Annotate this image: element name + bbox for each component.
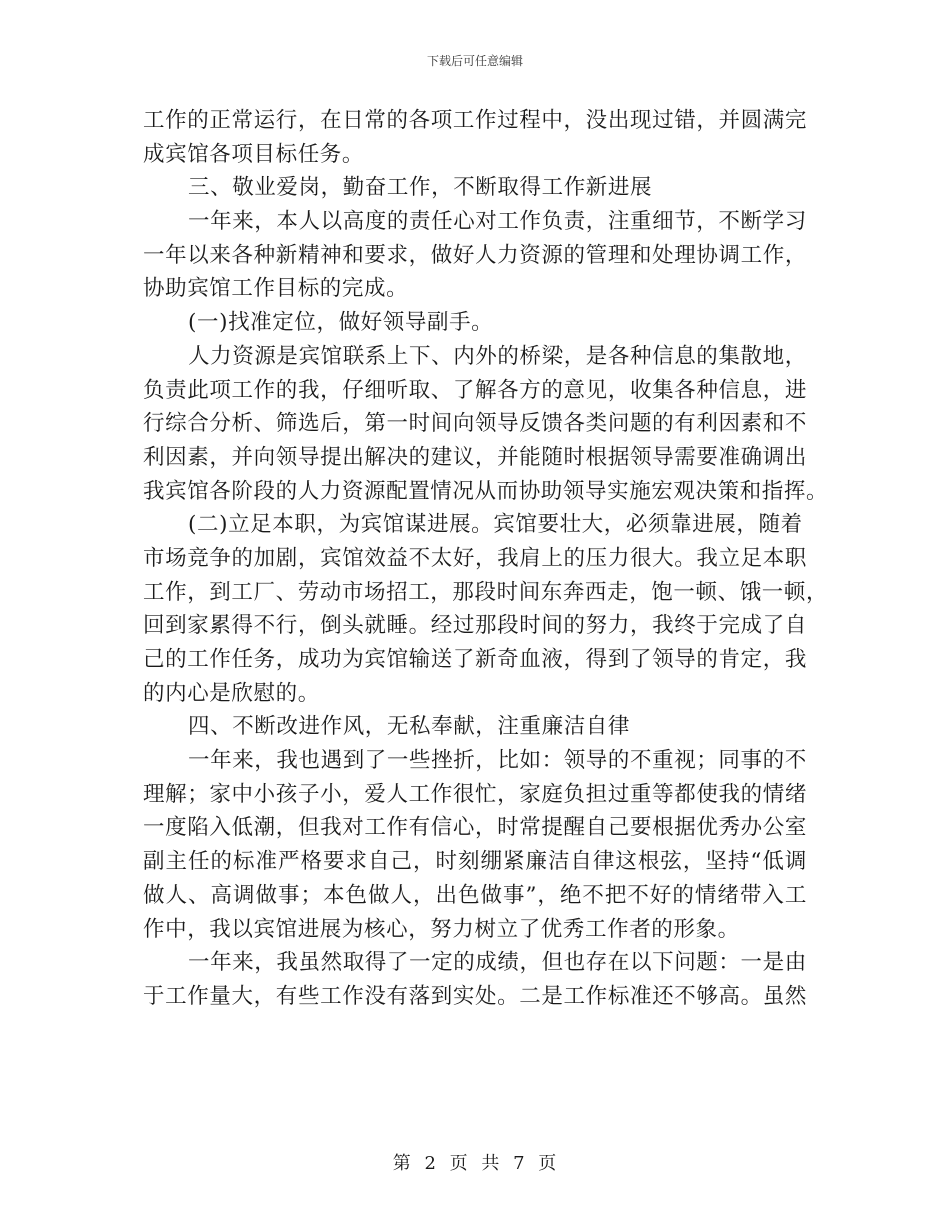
- text-line: 副主任的标准严格要求自己，时刻绷紧廉洁自律这根弦，坚持“低调: [143, 849, 807, 875]
- text-line: 工作，到工厂、劳动市场招工，那段时间东奔西走，饱一顿、饿一顿，: [143, 579, 829, 605]
- document-body: [143, 104, 829, 1014]
- text-line: 四、不断改进作风，无私奉献，注重廉洁自律: [188, 714, 631, 740]
- text-line: 负责此项工作的我，仔细听取、了解各方的意见，收集各种信息，进: [143, 377, 807, 403]
- text-line: 理解；家中小孩子小，爱人工作很忙，家庭负担过重等都使我的情绪: [143, 781, 807, 807]
- text-line: 一年来，我虽然取得了一定的成绩，但也存在以下问题：一是由: [188, 950, 807, 976]
- text-line: (二)立足本职，为宾馆谋进展。宾馆要壮大，必须靠进展，随着: [188, 512, 803, 538]
- text-line: 三、敬业爱岗，勤奋工作，不断取得工作新进展: [188, 175, 653, 201]
- text-line: 的内心是欣慰的。: [143, 680, 320, 706]
- text-line: 协助宾馆工作目标的完成。: [143, 276, 409, 302]
- text-line: 己的工作任务，成功为宾馆输送了新奇血液，得到了领导的肯定，我: [143, 647, 807, 672]
- text-line: (一)找准定位，做好领导副手。: [188, 310, 494, 336]
- text-line: 市场竞争的加剧，宾馆效益不太好，我肩上的压力很大。我立足本职: [143, 545, 807, 571]
- page-header: 下载后可任意编辑: [426, 54, 523, 68]
- page-number-footer: 第 2 页 共 7 页: [392, 1153, 558, 1174]
- text-line: 一度陷入低潮，但我对工作有信心，时常提醒自己要根据优秀办公室: [143, 815, 807, 841]
- text-line: 一年来，我也遇到了一些挫折，比如：领导的不重视；同事的不: [188, 748, 807, 774]
- text-line: 行综合分析、筛选后，第一时间向领导反馈各类问题的有利因素和不: [143, 411, 807, 437]
- text-line: 做人、高调做事；本色做人，出色做事”，绝不把不好的情绪带入工: [143, 882, 807, 908]
- text-line: 一年以来各种新精神和要求，做好人力资源的管理和处理协调工作，: [143, 242, 807, 268]
- text-line: 我宾馆各阶段的人力资源配置情况从而协助领导实施宏观决策和指挥。: [143, 478, 829, 504]
- text-line: 一年来，本人以高度的责任心对工作负责，注重细节，不断学习: [188, 209, 807, 235]
- text-line: 利因素，并向领导提出解决的建议，并能随时根据领导需要准确调出: [143, 444, 807, 470]
- text-line: 作中，我以宾馆进展为核心，努力树立了优秀工作者的形象。: [143, 916, 740, 942]
- text-line: 于工作量大，有些工作没有落到实处。二是工作标准还不够高。虽然: [143, 983, 807, 1009]
- text-line: 回到家累得不行，倒头就睡。经过那段时间的努力，我终于完成了自: [143, 613, 807, 639]
- text-line: 成宾馆各项目标任务。: [143, 141, 365, 167]
- text-line: 人力资源是宾馆联系上下、内外的桥梁，是各种信息的集散地，: [188, 343, 807, 369]
- text-line: 工作的正常运行，在日常的各项工作过程中，没出现过错，并圆满完: [143, 108, 807, 133]
